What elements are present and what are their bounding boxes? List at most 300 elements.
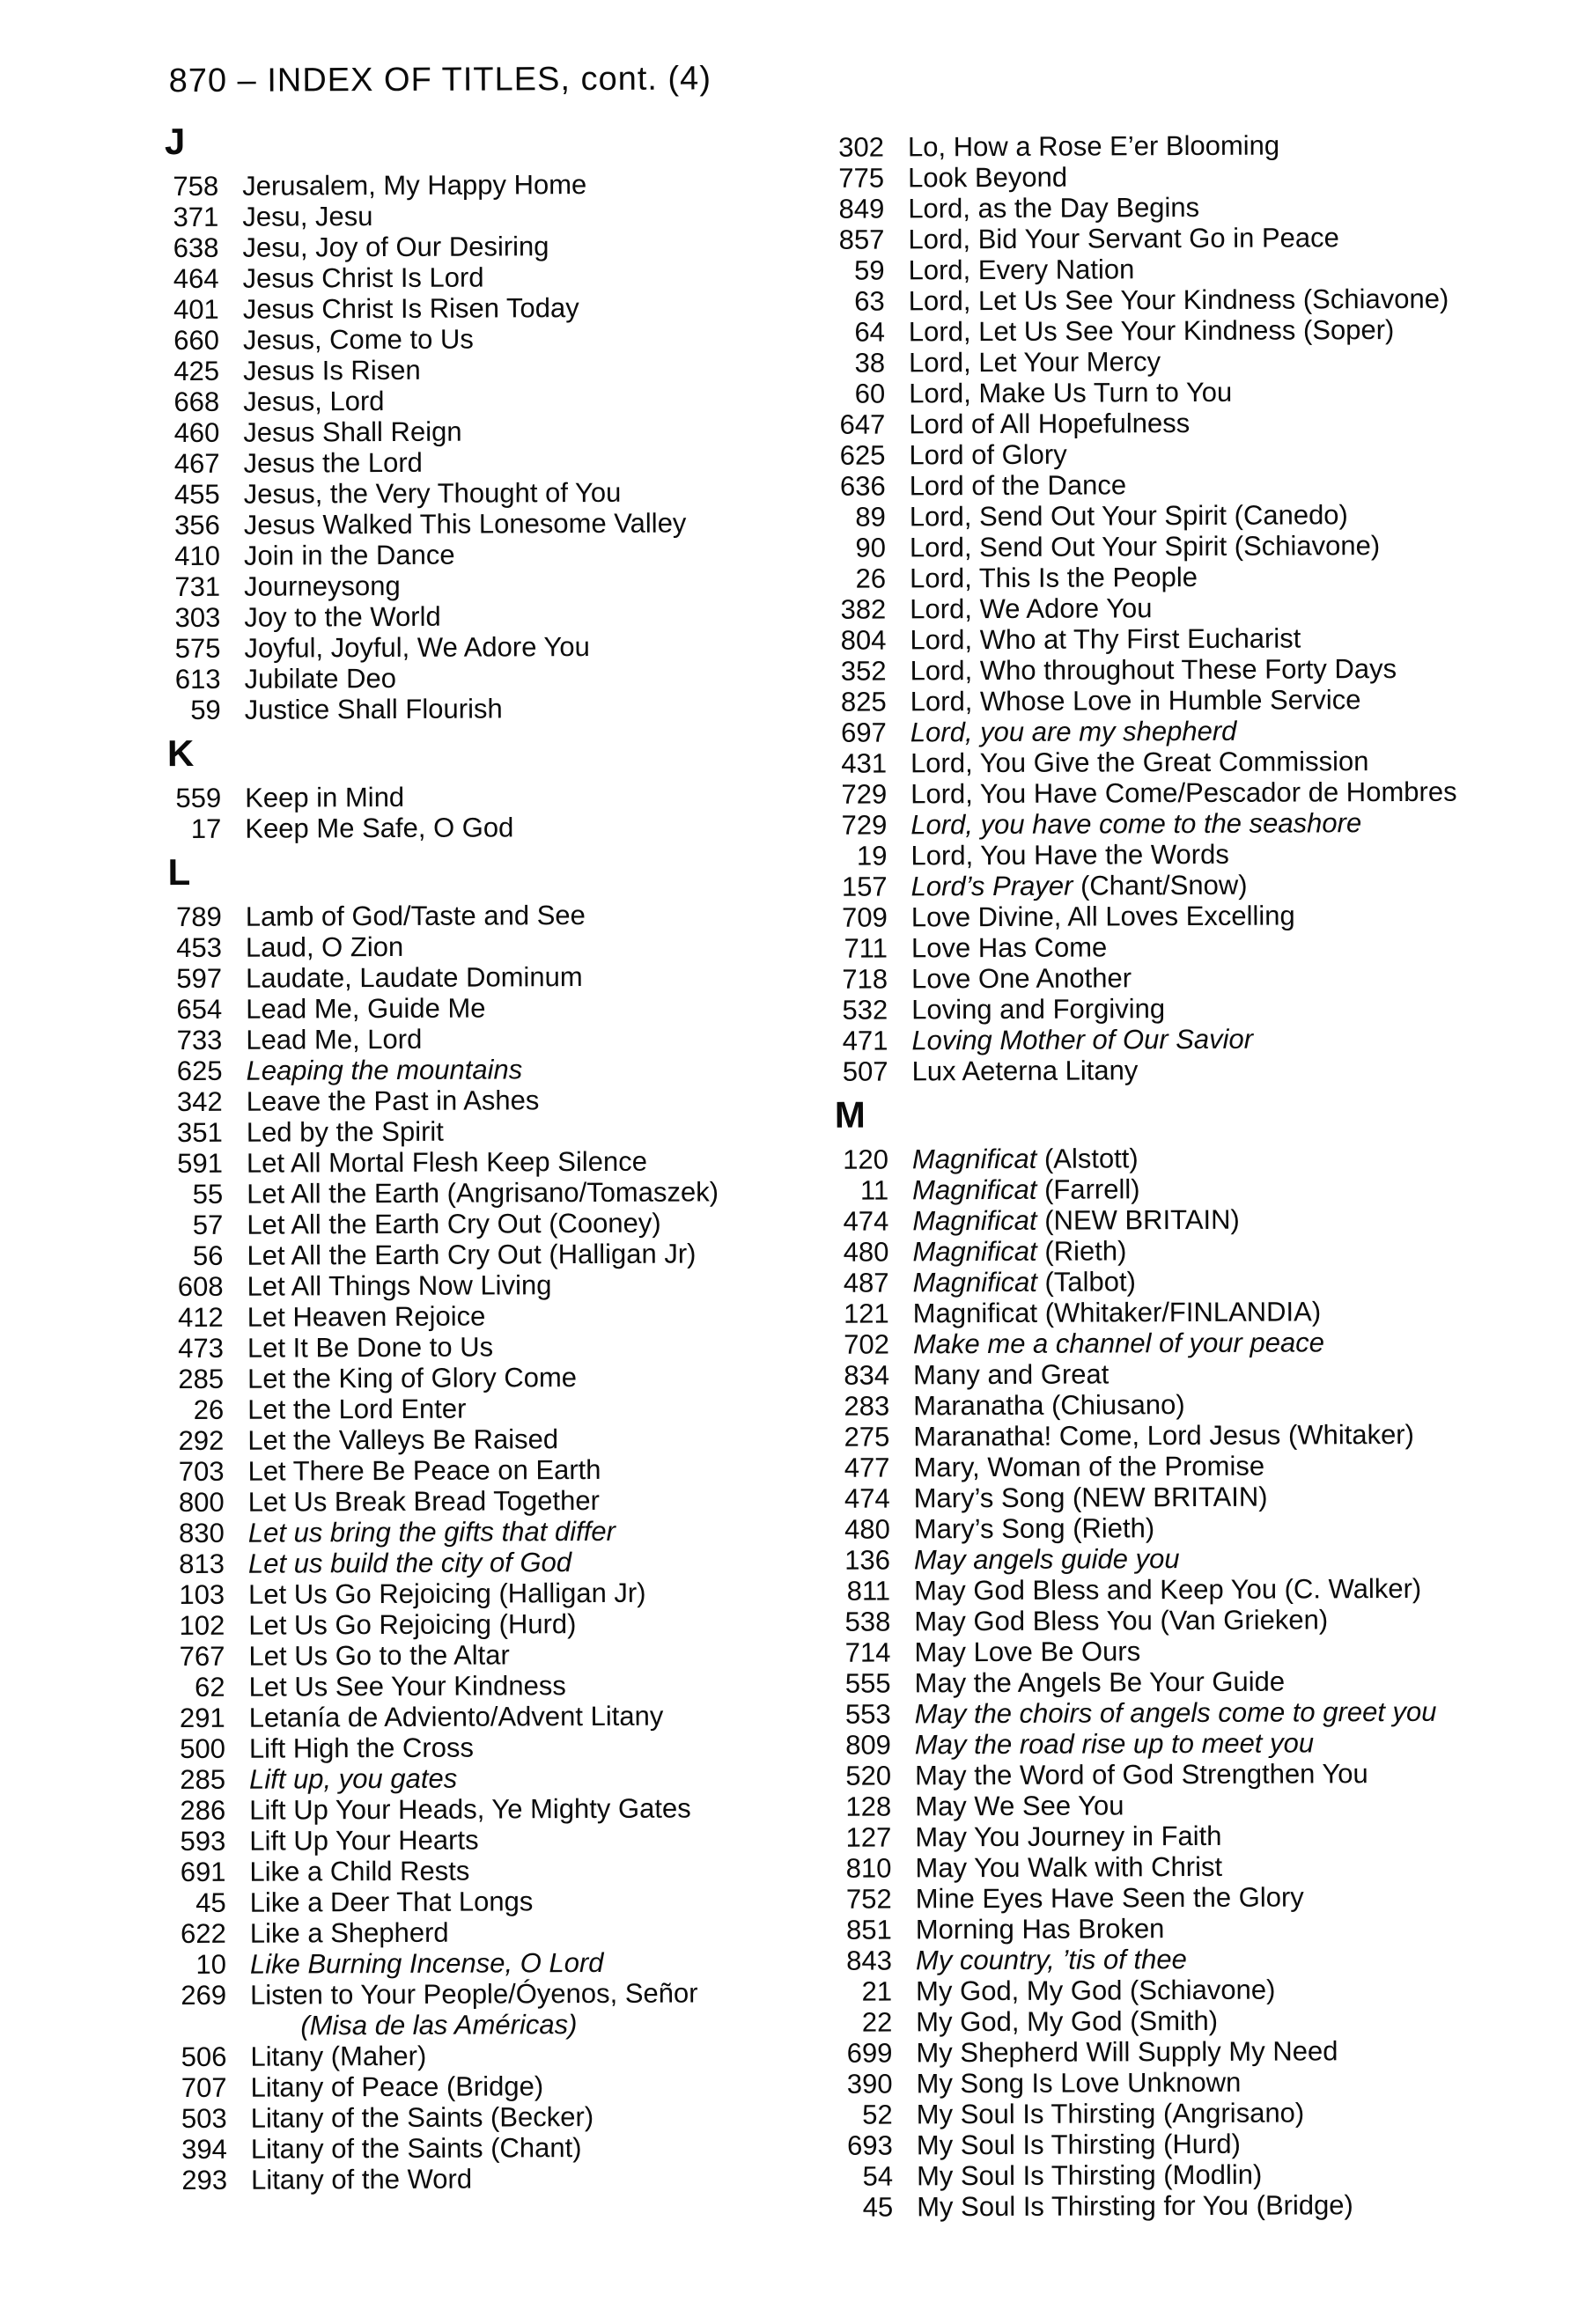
entry-number: 697 [841, 717, 887, 748]
entry-number: 711 [844, 932, 888, 964]
index-entry [171, 1607, 827, 1641]
entry-title: Lead Me, Guide Me [246, 992, 486, 1025]
entry-title: Lord, Bid Your Servant Go in Peace [908, 222, 1339, 255]
index-entry [831, 406, 1544, 440]
index-entry [839, 2127, 1552, 2161]
index-entry [834, 1053, 1547, 1087]
entry-number: 647 [839, 408, 886, 440]
entry-number: 382 [840, 593, 887, 625]
entry-number: 120 [843, 1144, 889, 1175]
entry-number: 693 [847, 2129, 893, 2161]
entry-title: Keep Me Safe, O God [245, 812, 514, 844]
index-entry [169, 1176, 825, 1210]
entry-title-part: (NEW BRITAIN) [1036, 1203, 1240, 1236]
entry-title: Let Us Go Rejoicing (Halligan Jr) [248, 1577, 646, 1610]
entry-number: 26 [855, 563, 887, 594]
entry-number: 102 [179, 1609, 225, 1642]
index-entry [831, 283, 1544, 317]
entry-title: My Soul Is Thirsting (Modlin) [916, 2159, 1263, 2192]
entry-number: 487 [843, 1267, 889, 1298]
entry-title: My Shepherd Will Supply My Need [916, 2035, 1338, 2069]
entry-title: Loving and Forgiving [911, 993, 1166, 1026]
index-entry [172, 1669, 828, 1703]
entry-number: 157 [841, 871, 888, 902]
section-letter-M: M [834, 1093, 866, 1136]
index-entry [837, 1788, 1551, 1822]
entry-number: 625 [839, 439, 886, 471]
entry-title: My country, ’tis of thee [915, 1944, 1187, 1976]
index-entry [173, 2131, 829, 2165]
entry-number: 303 [174, 601, 221, 634]
entry-number: 63 [854, 285, 885, 317]
entry-number: 532 [842, 994, 888, 1026]
entry-number: 668 [173, 386, 220, 418]
index-entry [171, 1515, 827, 1548]
index-entry [832, 591, 1545, 625]
index-entry [173, 1885, 829, 1918]
index-entry [169, 1207, 825, 1240]
index-entry [833, 745, 1546, 779]
section-letter-L: L [167, 850, 191, 894]
entry-title: Lift Up Your Hearts [249, 1824, 479, 1857]
index-entry [166, 445, 822, 479]
entry-number: 291 [179, 1702, 225, 1734]
entry-number: 38 [854, 347, 886, 379]
entry-title: Let All the Earth (Angrisano/Tomaszek) [247, 1176, 719, 1210]
index-entry [831, 344, 1544, 379]
entry-number: 11 [859, 1174, 889, 1206]
index-entry [167, 811, 823, 844]
entry-title: Make me a channel of your peace [912, 1327, 1324, 1360]
entry-number: 729 [841, 809, 888, 841]
index-entry [172, 1792, 828, 1826]
index-entry [837, 1757, 1551, 1791]
index-entry [169, 1238, 825, 1271]
entry-title: Let All Things Now Living [247, 1269, 552, 1302]
index-entry [170, 1361, 826, 1394]
index-entry [833, 714, 1546, 748]
index-entry [166, 569, 822, 602]
index-entry [834, 930, 1547, 964]
index-entry [173, 2100, 829, 2134]
entry-number: 286 [180, 1794, 226, 1827]
entry-number: 453 [176, 931, 223, 964]
entry-number: 17 [190, 813, 222, 844]
entry-number: 356 [174, 509, 220, 541]
entry-number: 591 [177, 1147, 224, 1180]
index-entry [836, 1418, 1549, 1452]
entry-title: Lord, Let Us See Your Kindness (Schiavone) [908, 283, 1449, 317]
entry-title: Justice Shall Flourish [244, 693, 503, 725]
entry-title: My God, My God (Smith) [916, 2004, 1219, 2038]
index-entry [833, 837, 1546, 872]
entry-number: 62 [195, 1671, 225, 1703]
entry-number: 767 [179, 1640, 225, 1673]
index-entry [832, 560, 1545, 594]
entry-number: 26 [193, 1394, 225, 1425]
entry-title: Lord, as the Day Begins [908, 191, 1200, 224]
index-entry [173, 1916, 829, 1949]
entry-title: Lord, Make Us Turn to You [909, 376, 1233, 409]
entry-title: Lord, Whose Love in Humble Service [910, 684, 1361, 717]
index-entry [834, 991, 1547, 1026]
entry-number: 804 [840, 624, 887, 656]
entry-number: 285 [180, 1763, 226, 1796]
index-entry [166, 353, 822, 386]
entry-title: My God, My God (Schiavone) [916, 1974, 1276, 2007]
index-entry [837, 1541, 1550, 1576]
index-entry [837, 1850, 1551, 1884]
index-entry [832, 529, 1545, 563]
entry-number: 351 [177, 1116, 223, 1149]
entry-title: Joyful, Joyful, We Adore You [244, 630, 590, 664]
entry-title: Lord, Every Nation [908, 254, 1135, 286]
entry-title: Lamb of God/Taste and See [245, 900, 586, 932]
index-entry [833, 683, 1546, 717]
entry-number: 412 [177, 1301, 224, 1334]
index-entry [837, 1665, 1551, 1699]
entry-title: Lux Aeterna Litany [911, 1055, 1139, 1087]
entry-number: 473 [178, 1332, 224, 1364]
index-entry [170, 1453, 826, 1487]
entry-title: Let us bring the gifts that differ [247, 1515, 616, 1548]
entry-number: 555 [844, 1667, 891, 1699]
index-entry [836, 1326, 1549, 1360]
section-letter-K: K [166, 732, 195, 775]
index-entry [166, 384, 822, 417]
entry-number: 810 [845, 1852, 892, 1884]
index-entry [835, 1233, 1548, 1268]
entry-title: May God Bless You (Van Grieken) [914, 1604, 1329, 1637]
index-entry [838, 2065, 1552, 2100]
entry-number: 471 [842, 1025, 888, 1056]
entry-title: Like Burning Incense, O Lord [249, 1946, 604, 1980]
entry-title: Maranatha (Chiusano) [913, 1389, 1185, 1422]
section-letter-J: J [164, 120, 186, 163]
entry-number: 775 [838, 162, 885, 194]
entry-number: 800 [178, 1486, 225, 1519]
entry-number: 654 [176, 993, 223, 1026]
entry-title: Jesu, Joy of Our Desiring [242, 231, 549, 263]
entry-title: Like a Shepherd [249, 1916, 449, 1949]
entry-number: 410 [174, 540, 221, 572]
entry-number: 702 [844, 1328, 889, 1360]
entry-title: My Soul Is Thirsting for You (Bridge) [917, 2189, 1353, 2223]
index-entry [166, 599, 822, 633]
entry-number: 127 [845, 1821, 892, 1853]
index-entry [166, 291, 822, 325]
entry-title: Many and Great [912, 1358, 1110, 1391]
entry-number: 638 [173, 232, 219, 264]
index-entry [833, 806, 1546, 841]
entry-title: My Song Is Love Unknown [916, 2066, 1242, 2100]
entry-title-italic-part: Lord’s Prayer [910, 870, 1073, 902]
index-entry [833, 776, 1546, 810]
entry-title: Jesus the Lord [243, 446, 423, 479]
entry-number: 136 [844, 1544, 891, 1576]
entry-title: May You Journey in Faith [915, 1820, 1222, 1853]
page-title: 870 – INDEX OF TITLES, cont. (4) [168, 60, 712, 100]
entry-title: (Misa de las Américas) [300, 2009, 578, 2041]
entry-number: 401 [173, 293, 219, 326]
entry-number: 394 [181, 2133, 227, 2166]
entry-title [912, 1204, 1240, 1237]
entry-number: 342 [176, 1085, 223, 1118]
index-entry [171, 1638, 827, 1672]
entry-number: 500 [180, 1732, 225, 1765]
entry-title: May the Word of God Strengthen You [914, 1758, 1368, 1791]
entry-title: Love One Another [911, 962, 1132, 995]
index-entry [172, 1700, 828, 1733]
entry-title: Lord, Send Out Your Spirit (Canedo) [909, 499, 1348, 533]
entry-title: Journeysong [244, 570, 401, 602]
entry-title: Lord, You Have Come/Pescador de Hombres [910, 776, 1457, 810]
index-entry [839, 2096, 1552, 2130]
entry-number: 834 [844, 1359, 890, 1391]
entry-number: 352 [840, 655, 887, 687]
entry-title: Lord of Glory [909, 438, 1067, 471]
entry-number: 293 [181, 2164, 228, 2196]
index-entry [830, 129, 1544, 163]
entry-title: Love Divine, All Loves Excelling [910, 900, 1295, 933]
entry-title: Litany of the Saints (Becker) [250, 2100, 594, 2134]
index-column-left [164, 120, 829, 2196]
entry-number: 477 [844, 1452, 890, 1483]
index-entry [173, 2008, 829, 2041]
entry-title: Lord of the Dance [909, 469, 1127, 502]
index-entry [837, 1480, 1550, 1514]
entry-number: 302 [838, 131, 885, 163]
entry-title [913, 1266, 1136, 1298]
entry-number: 758 [173, 170, 219, 202]
index-entry [170, 1269, 826, 1302]
entry-title: Loving Mother of Our Savior [911, 1023, 1254, 1056]
entry-title: Let Us Go Rejoicing (Hurd) [248, 1608, 577, 1641]
entry-title: Lord, Let Us See Your Kindness (Soper) [908, 314, 1395, 348]
entry-number: 703 [178, 1455, 225, 1488]
entry-number: 59 [190, 694, 221, 725]
index-entry [836, 1295, 1549, 1329]
entry-title: Lead Me, Lord [246, 1023, 423, 1055]
entry-title-italic-part: Magnificat [911, 1143, 1037, 1175]
entry-title: May the road rise up to meet you [914, 1727, 1315, 1761]
entry-title: Let Heaven Rejoice [247, 1300, 486, 1333]
index-entry [168, 960, 824, 994]
entry-number: 809 [845, 1729, 891, 1761]
entry-number: 857 [838, 224, 885, 255]
entry-title: Mary’s Song (Rieth) [913, 1512, 1155, 1545]
entry-title-italic-part: Magnificat [912, 1204, 1037, 1237]
entry-number: 559 [175, 782, 222, 814]
entry-title: May the choirs of angels come to greet you [914, 1695, 1437, 1730]
index-entry [170, 1330, 826, 1364]
index-entry [171, 1577, 827, 1610]
index-entry [830, 221, 1544, 255]
entry-number: 56 [192, 1239, 224, 1271]
entry-number: 843 [846, 1945, 893, 1976]
entry-title: May We See You [915, 1790, 1124, 1822]
index-entry [838, 1880, 1552, 1915]
entry-title: Leave the Past in Ashes [246, 1085, 540, 1117]
entry-number: 431 [841, 747, 888, 779]
index-entry [168, 1022, 824, 1055]
entry-number: 121 [843, 1298, 889, 1329]
entry-title: Lord, This Is the People [910, 561, 1198, 594]
entry-number: 89 [855, 501, 886, 533]
index-entry [166, 538, 822, 571]
index-entry [171, 1546, 827, 1579]
entry-number: 64 [854, 316, 885, 348]
index-entry [834, 868, 1547, 902]
entry-number: 553 [844, 1698, 891, 1730]
entry-title: Lift High the Cross [248, 1732, 474, 1764]
entry-title-part: (Alstott) [1036, 1143, 1139, 1174]
entry-title: Lord, you have come to the seashore [910, 807, 1362, 841]
index-entry [173, 2070, 829, 2103]
entry-number: 128 [845, 1791, 892, 1822]
entry-number: 60 [854, 378, 886, 409]
index-entry [837, 1572, 1550, 1607]
entry-number: 21 [861, 1975, 893, 2007]
entry-number: 691 [180, 1856, 226, 1888]
index-entry [836, 1264, 1549, 1298]
index-column-right [830, 129, 1552, 2223]
index-entry [831, 252, 1544, 286]
entry-number: 718 [842, 963, 888, 995]
index-entry [173, 1946, 829, 1980]
entry-title: Mary’s Song (NEW BRITAIN) [913, 1481, 1268, 1514]
index-entry [170, 1299, 826, 1333]
index-entry [830, 190, 1544, 224]
entry-number: 597 [176, 962, 223, 995]
index-entry [831, 437, 1544, 471]
entry-title: Joy to the World [244, 600, 441, 633]
entry-number: 460 [173, 416, 220, 449]
entry-title: Jerusalem, My Happy Home [242, 169, 587, 202]
entry-title: Let All the Earth Cry Out (Halligan Jr) [247, 1238, 697, 1271]
entry-number: 660 [173, 324, 219, 357]
entry-title: Let the Valleys Be Raised [247, 1423, 559, 1456]
index-entry [837, 1695, 1551, 1730]
index-entry [838, 2034, 1552, 2069]
entry-number: 19 [856, 840, 888, 872]
index-entry [167, 692, 823, 725]
index-entry [831, 375, 1544, 409]
index-entry [832, 652, 1545, 687]
index-entry [168, 930, 824, 963]
entry-title: May Love Be Ours [914, 1636, 1141, 1668]
entry-number: 811 [846, 1575, 891, 1607]
entry-title: Jesus, Come to Us [242, 323, 474, 356]
entry-number: 480 [844, 1513, 890, 1545]
index-entry [170, 1423, 826, 1456]
entry-title: Laud, O Zion [245, 930, 404, 963]
entry-number: 699 [846, 2037, 893, 2069]
index-entry [837, 1819, 1551, 1853]
entry-title: Maranatha! Come, Lord Jesus (Whitaker) [913, 1418, 1414, 1452]
entry-number: 45 [862, 2191, 894, 2223]
entry-title [912, 1173, 1140, 1205]
entry-title-italic-part: Magnificat [912, 1266, 1037, 1298]
index-entry [167, 780, 823, 813]
index-entry [169, 1145, 825, 1179]
entry-title [912, 1143, 1139, 1174]
index-entry [837, 1726, 1551, 1761]
index-entry [170, 1392, 826, 1425]
entry-title: Let the Lord Enter [247, 1393, 467, 1425]
entry-title: Litany of the Saints (Chant) [250, 2132, 582, 2165]
entry-number: 575 [174, 632, 221, 665]
index-entry [168, 899, 824, 932]
index-entry [834, 960, 1547, 995]
entry-title: May You Walk with Christ [915, 1850, 1223, 1884]
entry-number: 283 [844, 1390, 890, 1422]
index-entry [834, 1022, 1547, 1056]
entry-number: 752 [845, 1883, 892, 1915]
entry-title: Lord, You Give the Great Commission [910, 746, 1369, 779]
entry-number: 22 [861, 2006, 893, 2038]
entry-title: Lord, Who throughout These Forty Days [910, 653, 1397, 687]
entry-number: 622 [181, 1917, 226, 1950]
index-entry [836, 1357, 1549, 1391]
entry-title: Lord, Let Your Mercy [908, 346, 1161, 379]
entry-number: 57 [192, 1209, 224, 1240]
entry-title: Join in the Dance [243, 539, 455, 571]
index-entry [166, 322, 822, 356]
index-entry [831, 313, 1544, 348]
entry-title: Let It Be Done to Us [247, 1331, 494, 1364]
entry-title: Laudate, Laudate Dominum [246, 961, 583, 994]
entry-number: 731 [174, 570, 221, 603]
index-entry [172, 1731, 828, 1764]
entry-number: 506 [181, 2041, 227, 2073]
entry-title: Love Has Come [910, 931, 1108, 964]
entry-number: 455 [173, 478, 220, 511]
index-entry [171, 1484, 827, 1518]
entry-number: 636 [839, 470, 886, 502]
entry-number: 849 [838, 193, 885, 224]
entry-title: Let There Be Peace on Earth [247, 1453, 601, 1487]
entry-number: 729 [841, 778, 888, 810]
entry-number: 593 [180, 1825, 226, 1857]
entry-title: My Soul Is Thirsting (Hurd) [916, 2128, 1242, 2161]
entry-title: Jesus Is Risen [242, 354, 421, 386]
entry-title: Keep in Mind [245, 781, 405, 813]
entry-title-part: (Talbot) [1036, 1266, 1136, 1298]
entry-title-part: (Rieth) [1036, 1235, 1127, 1267]
index-entry [838, 1973, 1552, 2007]
entry-title: Mine Eyes Have Seen the Glory [915, 1881, 1304, 1915]
entry-number: 733 [176, 1024, 223, 1056]
entry-title: Litany of Peace (Bridge) [250, 2070, 544, 2103]
entry-title: Led by the Spirit [246, 1115, 444, 1148]
entry-title: Lo, How a Rose E’er Blooming [907, 129, 1280, 163]
entry-title: Morning Has Broken [915, 1913, 1165, 1945]
entry-title-italic-part: Magnificat [912, 1235, 1037, 1268]
index-entry [166, 630, 822, 664]
entry-title: Like a Deer That Longs [249, 1886, 534, 1918]
index-entry [830, 159, 1544, 194]
entry-number: 851 [845, 1914, 892, 1945]
entry-number: 503 [181, 2102, 227, 2135]
index-entry [836, 1449, 1549, 1483]
entry-number: 467 [173, 447, 220, 480]
entry-number: 54 [862, 2160, 894, 2192]
entry-number: 285 [178, 1363, 225, 1395]
entry-number: 507 [842, 1055, 888, 1087]
entry-number: 538 [844, 1606, 891, 1637]
entry-title: Lift Up Your Heads, Ye Mighty Gates [249, 1792, 691, 1826]
